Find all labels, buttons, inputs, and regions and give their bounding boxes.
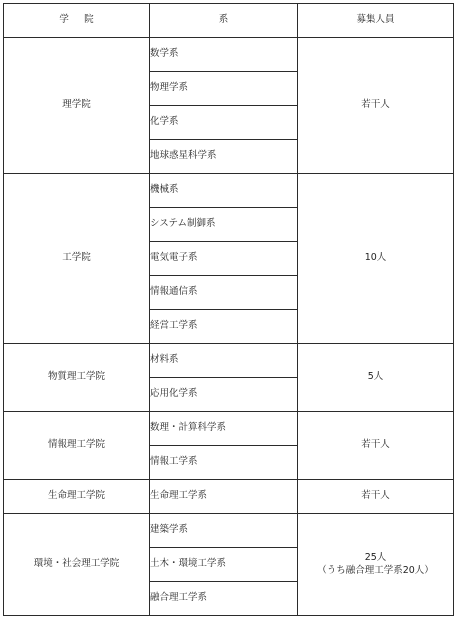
header-department: 系 — [150, 4, 298, 38]
quota-cell: 10人 — [298, 174, 454, 344]
school-cell: 情報理工学院 — [4, 412, 150, 480]
header-row — [4, 4, 454, 38]
department-cell: 材料系 — [150, 344, 298, 378]
header-quota: 募集人員 — [298, 4, 454, 38]
quota-note: （うち融合理工学系20人） — [317, 564, 434, 576]
table-row — [4, 412, 454, 446]
admissions-table — [3, 3, 454, 616]
department-cell: 数学系 — [150, 38, 298, 72]
table-row — [4, 344, 454, 378]
quota-cell: 5人 — [298, 344, 454, 412]
department-cell: 化学系 — [150, 106, 298, 140]
quota-cell: 若干人 — [298, 480, 454, 514]
header-school-label: 学院 — [59, 14, 109, 26]
table-row — [4, 514, 454, 548]
quota-cell — [298, 514, 454, 616]
department-cell: 融合理工学系 — [150, 582, 298, 616]
school-cell: 環境・社会理工学院 — [4, 514, 150, 616]
table-row — [4, 38, 454, 72]
department-cell: 数理・計算科学系 — [150, 412, 298, 446]
school-cell: 生命理工学院 — [4, 480, 150, 514]
department-cell: 機械系 — [150, 174, 298, 208]
department-cell: 電気電子系 — [150, 242, 298, 276]
quota-value: 25人 — [364, 551, 387, 563]
table-row — [4, 480, 454, 514]
department-cell: 応用化学系 — [150, 378, 298, 412]
school-cell: 物質理工学院 — [4, 344, 150, 412]
department-cell: 情報工学系 — [150, 446, 298, 480]
department-cell: 経営工学系 — [150, 310, 298, 344]
department-cell: システム制御系 — [150, 208, 298, 242]
department-cell: 物理学系 — [150, 72, 298, 106]
school-cell: 理学院 — [4, 38, 150, 174]
department-cell: 情報通信系 — [150, 276, 298, 310]
department-cell: 生命理工学系 — [150, 480, 298, 514]
quota-cell: 若干人 — [298, 38, 454, 174]
table-row — [4, 174, 454, 208]
quota-cell: 若干人 — [298, 412, 454, 480]
department-cell: 土木・環境工学系 — [150, 548, 298, 582]
department-cell: 地球惑星科学系 — [150, 140, 298, 174]
school-cell: 工学院 — [4, 174, 150, 344]
header-school — [4, 4, 150, 38]
department-cell: 建築学系 — [150, 514, 298, 548]
